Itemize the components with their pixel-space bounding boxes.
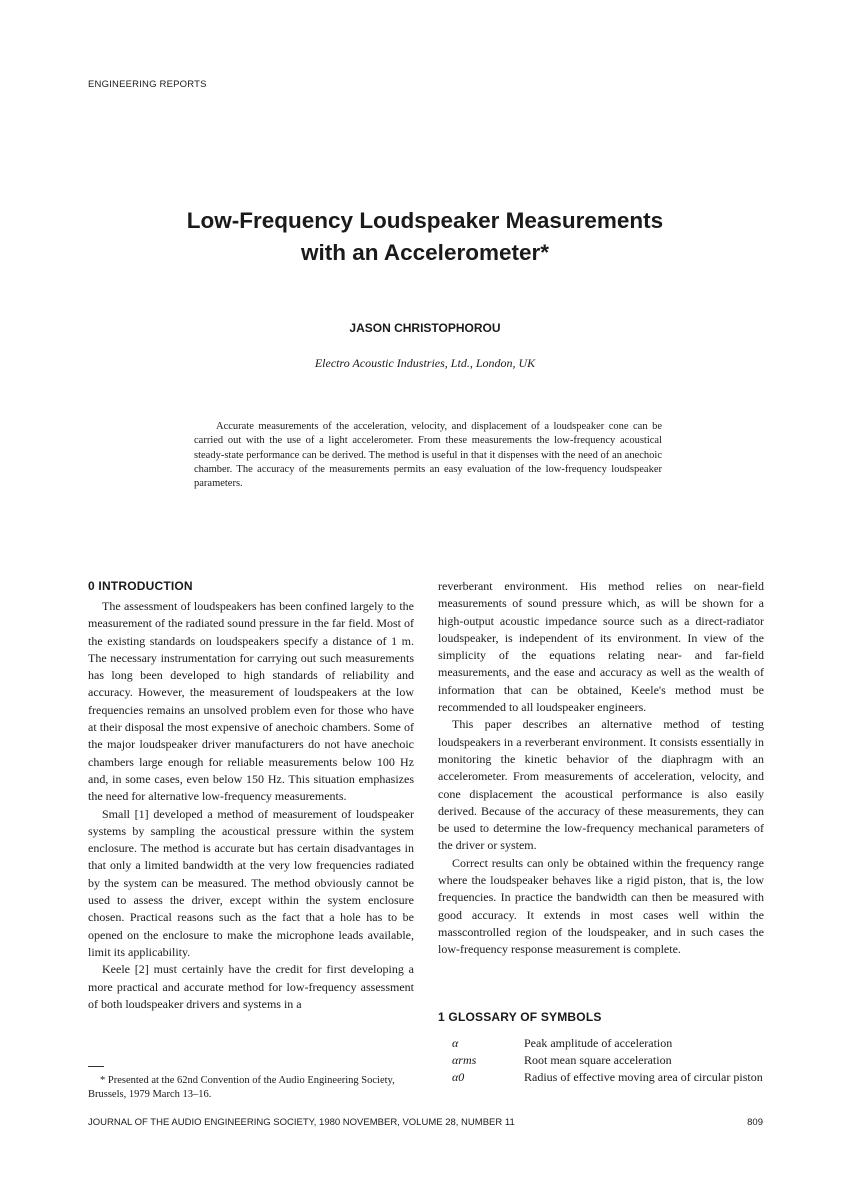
glossary-symbol: α bbox=[452, 1036, 459, 1050]
abstract: Accurate measurements of the acceleration, velocity, and displacement of a loudspeaker cone can be carried out with the use of a light accelerometer. From these measurements the low-frequency acoustical steady-state performance can be derived. The method is useful in that it dispenses with the need of an anechoic chamber. The accuracy of the measurements permits an easy evaluation of the low-frequency loudspeaker parameters. bbox=[194, 421, 662, 490]
footnote: * Presented at the 62nd Convention of the Audio Engineering Society, Brussels, 1979 March 13–16. bbox=[88, 1075, 395, 1100]
title-line-1: Low-Frequency Loudspeaker Measurements bbox=[186, 208, 664, 233]
glossary-definition: Root mean square acceleration bbox=[524, 1053, 672, 1067]
journal-citation: JOURNAL OF THE AUDIO ENGINEERING SOCIETY, 1980 NOVEMBER, VOLUME 28, NUMBER 11 bbox=[88, 1117, 515, 1128]
paragraph: Correct results can only be obtained within the frequency range where the loudspeaker behaves like a rigid piston, that is, the low frequencies. In practice the bandwidth can then be measured with good accuracy. It extends in most cases well within the masscontrolled region of the loudspeaker, and in such cases the low-frequency response measurement is complete. bbox=[438, 855, 764, 957]
glossary-symbol: α0 bbox=[452, 1070, 465, 1084]
glossary-row bbox=[438, 1035, 764, 1052]
left-column bbox=[88, 598, 414, 1013]
paragraph: reverberant environment. His method relies on near-field measurements of sound pressure which, as will be shown for a high-output acoustic impedance source such as a direct-radiator loudspeaker, is independent of its environment. In view of the simplicity of the equations relating near- and far-field measurements, and the ease and accuracy as well as the wealth of information that can be obtained, Keele's method must be recommended to all loudspeaker engineers. bbox=[438, 579, 764, 715]
running-header: ENGINEERING REPORTS bbox=[88, 79, 207, 90]
glossary-definition: Peak amplitude of acceleration bbox=[524, 1036, 673, 1050]
paper-title bbox=[100, 205, 750, 269]
glossary-symbol: αrms bbox=[452, 1053, 477, 1067]
paragraph: Keele [2] must certainly have the credit for first developing a more practical and accurate method for low-frequency assessment of both loudspeaker drivers and systems in a bbox=[88, 962, 414, 1011]
footnote-divider bbox=[88, 1066, 104, 1067]
glossary-table bbox=[438, 1035, 764, 1086]
author-name: JASON CHRISTOPHOROU bbox=[349, 321, 501, 335]
section-heading-glossary: 1 GLOSSARY OF SYMBOLS bbox=[438, 1010, 602, 1024]
page-footer bbox=[88, 1117, 763, 1128]
paragraph: This paper describes an alternative method of testing loudspeakers in a reverberant environment. It consists essentially in monitoring the kinetic behavior of the diaphragm with an accelerometer. From measurements of acceleration, velocity, and cone displacement the acoustical performance is also easily derived. Because of the accuracy of these measurements, they can be used to determine the low-frequency mechanical parameters of the driver or system. bbox=[438, 717, 764, 853]
glossary-row bbox=[438, 1069, 764, 1086]
author-affiliation: Electro Acoustic Industries, Ltd., London, UK bbox=[314, 356, 536, 370]
page-number: 809 bbox=[747, 1117, 763, 1128]
glossary-row bbox=[438, 1052, 764, 1069]
right-column bbox=[438, 578, 764, 959]
section-heading-introduction: 0 INTRODUCTION bbox=[88, 579, 193, 593]
glossary-definition: Radius of effective moving area of circular piston bbox=[524, 1070, 763, 1084]
title-line-2: with an Accelerometer* bbox=[300, 240, 549, 265]
paragraph: Small [1] developed a method of measurement of loudspeaker systems by sampling the acoustical pressure within the system enclosure. The method is accurate but has certain disadvantages in that only a limited bandwidth at the very low frequencies radiated by the system can be measured. The method obviously cannot be used to assess the driver, except within the system enclosure chosen. Practical reasons such as the fact that a hole has to be opened on the enclosure to make the microphone leads available, limit its applicability. bbox=[88, 806, 414, 959]
paragraph: The assessment of loudspeakers has been confined largely to the measurement of the radiated sound pressure in the far field. Most of the existing standards on loudspeakers specify a distance of 1 m. The necessary instrumentation for carrying out such measurements has long been developed to high standards of reliability and accuracy. However, the measurement of loudspeakers at the low frequencies remains an unsolved problem even for those who have at their disposal the most expensive of anechoic chambers. Some of the major loudspeaker driver manufacturers do not have anechoic chambers large enough for reliable measurements below 100 Hz and, in some cases, even below 150 Hz. This situation emphasizes the need for alternative low-frequency measurements. bbox=[88, 599, 414, 804]
